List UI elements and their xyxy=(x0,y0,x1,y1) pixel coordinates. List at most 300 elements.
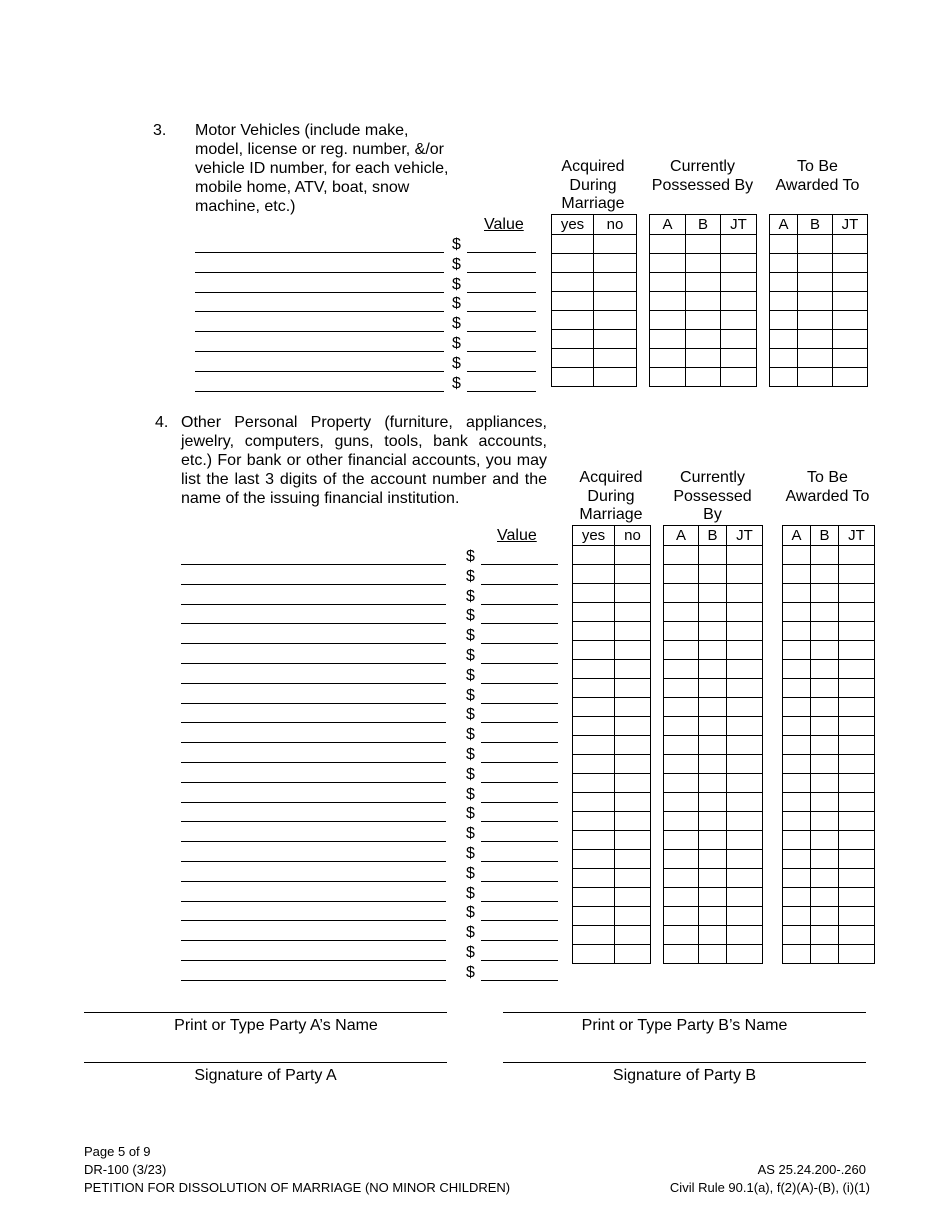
awarded-cell-a[interactable] xyxy=(783,736,811,755)
item-description-line[interactable] xyxy=(181,980,446,981)
acquired-cell-no[interactable] xyxy=(615,603,651,622)
awarded-cell-b[interactable] xyxy=(798,311,833,330)
possessed-cell-b[interactable] xyxy=(699,641,727,660)
acquired-cell-yes[interactable] xyxy=(573,717,615,736)
possessed-cell-jt[interactable] xyxy=(727,755,763,774)
awarded-cell-jt[interactable] xyxy=(839,641,875,660)
awarded-cell-jt[interactable] xyxy=(839,793,875,812)
item-value-line[interactable] xyxy=(467,371,536,372)
possessed-cell-a[interactable] xyxy=(664,698,699,717)
acquired-cell-no[interactable] xyxy=(615,888,651,907)
awarded-cell-b[interactable] xyxy=(811,565,839,584)
awarded-cell-a[interactable] xyxy=(783,926,811,945)
possessed-cell-jt[interactable] xyxy=(721,292,757,311)
awarded-cell-b[interactable] xyxy=(811,755,839,774)
acquired-cell-no[interactable] xyxy=(615,736,651,755)
awarded-cell-b[interactable] xyxy=(798,330,833,349)
item-value-line[interactable] xyxy=(467,252,536,253)
possessed-cell-jt[interactable] xyxy=(721,273,757,292)
acquired-cell-no[interactable] xyxy=(615,907,651,926)
acquired-cell-no[interactable] xyxy=(615,660,651,679)
awarded-cell-jt[interactable] xyxy=(839,546,875,565)
item-value-line[interactable] xyxy=(481,663,558,664)
acquired-cell-no[interactable] xyxy=(615,717,651,736)
item-value-line[interactable] xyxy=(481,782,558,783)
possessed-cell-jt[interactable] xyxy=(727,584,763,603)
awarded-cell-a[interactable] xyxy=(783,584,811,603)
awarded-cell-b[interactable] xyxy=(811,907,839,926)
item-value-line[interactable] xyxy=(467,292,536,293)
possessed-cell-a[interactable] xyxy=(664,755,699,774)
possessed-cell-b[interactable] xyxy=(699,565,727,584)
item-description-line[interactable] xyxy=(181,821,446,822)
awarded-cell-jt[interactable] xyxy=(839,755,875,774)
item-value-line[interactable] xyxy=(481,861,558,862)
acquired-cell-no[interactable] xyxy=(615,641,651,660)
acquired-cell-yes[interactable] xyxy=(573,546,615,565)
possessed-cell-b[interactable] xyxy=(699,546,727,565)
acquired-cell-no[interactable] xyxy=(594,273,637,292)
possessed-cell-jt[interactable] xyxy=(727,698,763,717)
item-description-line[interactable] xyxy=(181,960,446,961)
item-value-line[interactable] xyxy=(481,960,558,961)
acquired-cell-yes[interactable] xyxy=(552,235,594,254)
item-value-line[interactable] xyxy=(481,564,558,565)
awarded-cell-b[interactable] xyxy=(811,641,839,660)
item-description-line[interactable] xyxy=(181,802,446,803)
awarded-cell-a[interactable] xyxy=(783,698,811,717)
awarded-cell-jt[interactable] xyxy=(839,565,875,584)
awarded-cell-a[interactable] xyxy=(783,869,811,888)
party-b-name-line[interactable] xyxy=(503,1012,866,1013)
party-a-name-line[interactable] xyxy=(84,1012,447,1013)
acquired-cell-no[interactable] xyxy=(594,254,637,273)
awarded-cell-b[interactable] xyxy=(798,235,833,254)
possessed-cell-jt[interactable] xyxy=(727,603,763,622)
item-description-line[interactable] xyxy=(181,604,446,605)
awarded-cell-b[interactable] xyxy=(811,736,839,755)
possessed-cell-jt[interactable] xyxy=(721,235,757,254)
acquired-cell-yes[interactable] xyxy=(573,888,615,907)
possessed-cell-b[interactable] xyxy=(699,907,727,926)
awarded-cell-a[interactable] xyxy=(783,907,811,926)
acquired-cell-no[interactable] xyxy=(615,565,651,584)
possessed-cell-a[interactable] xyxy=(650,330,686,349)
possessed-cell-a[interactable] xyxy=(664,717,699,736)
possessed-cell-a[interactable] xyxy=(664,603,699,622)
awarded-cell-a[interactable] xyxy=(783,888,811,907)
acquired-cell-yes[interactable] xyxy=(552,311,594,330)
item-description-line[interactable] xyxy=(181,742,446,743)
item-description-line[interactable] xyxy=(195,311,444,312)
item-description-line[interactable] xyxy=(195,331,444,332)
acquired-cell-no[interactable] xyxy=(615,622,651,641)
possessed-cell-b[interactable] xyxy=(686,235,721,254)
possessed-cell-jt[interactable] xyxy=(727,793,763,812)
possessed-cell-jt[interactable] xyxy=(727,812,763,831)
acquired-cell-no[interactable] xyxy=(594,235,637,254)
item-value-line[interactable] xyxy=(467,272,536,273)
awarded-cell-a[interactable] xyxy=(783,755,811,774)
awarded-cell-b[interactable] xyxy=(811,717,839,736)
awarded-cell-a[interactable] xyxy=(783,641,811,660)
possessed-cell-jt[interactable] xyxy=(727,622,763,641)
possessed-cell-b[interactable] xyxy=(699,698,727,717)
item-description-line[interactable] xyxy=(195,292,444,293)
item-value-line[interactable] xyxy=(481,742,558,743)
possessed-cell-b[interactable] xyxy=(699,888,727,907)
awarded-cell-b[interactable] xyxy=(811,888,839,907)
possessed-cell-jt[interactable] xyxy=(727,565,763,584)
acquired-cell-yes[interactable] xyxy=(573,622,615,641)
possessed-cell-a[interactable] xyxy=(650,311,686,330)
possessed-cell-jt[interactable] xyxy=(727,850,763,869)
acquired-cell-yes[interactable] xyxy=(573,736,615,755)
awarded-cell-a[interactable] xyxy=(770,292,798,311)
item-description-line[interactable] xyxy=(181,841,446,842)
acquired-cell-yes[interactable] xyxy=(573,641,615,660)
possessed-cell-jt[interactable] xyxy=(727,660,763,679)
acquired-cell-no[interactable] xyxy=(615,698,651,717)
item-value-line[interactable] xyxy=(481,604,558,605)
item-value-line[interactable] xyxy=(481,584,558,585)
possessed-cell-a[interactable] xyxy=(664,869,699,888)
acquired-cell-no[interactable] xyxy=(615,869,651,888)
awarded-cell-jt[interactable] xyxy=(839,660,875,679)
awarded-cell-b[interactable] xyxy=(811,812,839,831)
possessed-cell-b[interactable] xyxy=(699,812,727,831)
possessed-cell-b[interactable] xyxy=(699,755,727,774)
possessed-cell-jt[interactable] xyxy=(727,888,763,907)
possessed-cell-a[interactable] xyxy=(664,679,699,698)
awarded-cell-a[interactable] xyxy=(770,235,798,254)
acquired-cell-yes[interactable] xyxy=(573,584,615,603)
awarded-cell-jt[interactable] xyxy=(839,736,875,755)
item-description-line[interactable] xyxy=(181,703,446,704)
awarded-cell-jt[interactable] xyxy=(833,368,868,387)
awarded-cell-b[interactable] xyxy=(798,254,833,273)
acquired-cell-no[interactable] xyxy=(594,349,637,368)
item-description-line[interactable] xyxy=(181,564,446,565)
acquired-cell-yes[interactable] xyxy=(573,812,615,831)
awarded-cell-jt[interactable] xyxy=(839,679,875,698)
possessed-cell-b[interactable] xyxy=(699,945,727,964)
awarded-cell-jt[interactable] xyxy=(839,812,875,831)
awarded-cell-b[interactable] xyxy=(811,679,839,698)
possessed-cell-a[interactable] xyxy=(664,945,699,964)
acquired-cell-no[interactable] xyxy=(615,679,651,698)
awarded-cell-a[interactable] xyxy=(783,603,811,622)
awarded-cell-jt[interactable] xyxy=(839,888,875,907)
awarded-cell-jt[interactable] xyxy=(833,330,868,349)
possessed-cell-jt[interactable] xyxy=(721,349,757,368)
awarded-cell-b[interactable] xyxy=(811,774,839,793)
awarded-cell-b[interactable] xyxy=(811,603,839,622)
acquired-cell-yes[interactable] xyxy=(573,565,615,584)
possessed-cell-jt[interactable] xyxy=(727,831,763,850)
awarded-cell-b[interactable] xyxy=(811,831,839,850)
possessed-cell-a[interactable] xyxy=(650,349,686,368)
acquired-cell-no[interactable] xyxy=(615,831,651,850)
acquired-cell-yes[interactable] xyxy=(573,698,615,717)
possessed-cell-b[interactable] xyxy=(699,603,727,622)
possessed-cell-a[interactable] xyxy=(664,774,699,793)
possessed-cell-b[interactable] xyxy=(686,368,721,387)
possessed-cell-b[interactable] xyxy=(686,254,721,273)
possessed-cell-a[interactable] xyxy=(664,812,699,831)
possessed-cell-a[interactable] xyxy=(650,292,686,311)
acquired-cell-yes[interactable] xyxy=(573,850,615,869)
possessed-cell-jt[interactable] xyxy=(727,945,763,964)
item-value-line[interactable] xyxy=(481,920,558,921)
awarded-cell-b[interactable] xyxy=(811,546,839,565)
item-value-line[interactable] xyxy=(467,331,536,332)
possessed-cell-jt[interactable] xyxy=(727,869,763,888)
item-description-line[interactable] xyxy=(181,901,446,902)
acquired-cell-yes[interactable] xyxy=(552,273,594,292)
item-description-line[interactable] xyxy=(181,782,446,783)
possessed-cell-a[interactable] xyxy=(664,565,699,584)
possessed-cell-jt[interactable] xyxy=(727,717,763,736)
awarded-cell-jt[interactable] xyxy=(839,945,875,964)
possessed-cell-b[interactable] xyxy=(699,926,727,945)
acquired-cell-no[interactable] xyxy=(594,368,637,387)
possessed-cell-a[interactable] xyxy=(664,660,699,679)
awarded-cell-a[interactable] xyxy=(783,812,811,831)
possessed-cell-a[interactable] xyxy=(664,622,699,641)
acquired-cell-yes[interactable] xyxy=(573,926,615,945)
possessed-cell-a[interactable] xyxy=(664,926,699,945)
possessed-cell-a[interactable] xyxy=(650,254,686,273)
possessed-cell-jt[interactable] xyxy=(727,774,763,793)
possessed-cell-jt[interactable] xyxy=(727,679,763,698)
awarded-cell-a[interactable] xyxy=(770,349,798,368)
awarded-cell-b[interactable] xyxy=(811,622,839,641)
party-b-signature-line[interactable] xyxy=(503,1062,866,1063)
possessed-cell-b[interactable] xyxy=(686,273,721,292)
acquired-cell-yes[interactable] xyxy=(552,349,594,368)
awarded-cell-jt[interactable] xyxy=(839,584,875,603)
awarded-cell-jt[interactable] xyxy=(839,603,875,622)
possessed-cell-b[interactable] xyxy=(686,330,721,349)
item-description-line[interactable] xyxy=(181,623,446,624)
awarded-cell-a[interactable] xyxy=(783,717,811,736)
possessed-cell-b[interactable] xyxy=(699,717,727,736)
awarded-cell-a[interactable] xyxy=(783,660,811,679)
awarded-cell-jt[interactable] xyxy=(833,235,868,254)
possessed-cell-jt[interactable] xyxy=(727,736,763,755)
acquired-cell-yes[interactable] xyxy=(573,831,615,850)
awarded-cell-a[interactable] xyxy=(783,793,811,812)
awarded-cell-b[interactable] xyxy=(798,292,833,311)
item-value-line[interactable] xyxy=(481,623,558,624)
possessed-cell-jt[interactable] xyxy=(721,254,757,273)
possessed-cell-b[interactable] xyxy=(699,774,727,793)
item-description-line[interactable] xyxy=(181,762,446,763)
possessed-cell-jt[interactable] xyxy=(727,546,763,565)
awarded-cell-b[interactable] xyxy=(811,698,839,717)
item-description-line[interactable] xyxy=(195,391,444,392)
possessed-cell-jt[interactable] xyxy=(721,330,757,349)
awarded-cell-b[interactable] xyxy=(811,660,839,679)
item-value-line[interactable] xyxy=(467,391,536,392)
possessed-cell-b[interactable] xyxy=(699,660,727,679)
item-description-line[interactable] xyxy=(181,861,446,862)
item-value-line[interactable] xyxy=(467,351,536,352)
awarded-cell-a[interactable] xyxy=(770,254,798,273)
possessed-cell-a[interactable] xyxy=(650,273,686,292)
awarded-cell-b[interactable] xyxy=(798,273,833,292)
awarded-cell-b[interactable] xyxy=(811,850,839,869)
possessed-cell-b[interactable] xyxy=(699,622,727,641)
item-value-line[interactable] xyxy=(481,980,558,981)
awarded-cell-a[interactable] xyxy=(770,330,798,349)
item-value-line[interactable] xyxy=(481,821,558,822)
possessed-cell-b[interactable] xyxy=(686,349,721,368)
possessed-cell-b[interactable] xyxy=(699,831,727,850)
awarded-cell-a[interactable] xyxy=(770,311,798,330)
acquired-cell-no[interactable] xyxy=(615,584,651,603)
acquired-cell-yes[interactable] xyxy=(552,368,594,387)
possessed-cell-b[interactable] xyxy=(686,292,721,311)
awarded-cell-jt[interactable] xyxy=(833,292,868,311)
possessed-cell-a[interactable] xyxy=(664,546,699,565)
awarded-cell-jt[interactable] xyxy=(839,869,875,888)
possessed-cell-b[interactable] xyxy=(699,584,727,603)
acquired-cell-no[interactable] xyxy=(615,793,651,812)
item-description-line[interactable] xyxy=(181,663,446,664)
acquired-cell-no[interactable] xyxy=(615,812,651,831)
acquired-cell-no[interactable] xyxy=(615,926,651,945)
acquired-cell-no[interactable] xyxy=(594,311,637,330)
item-value-line[interactable] xyxy=(481,762,558,763)
possessed-cell-a[interactable] xyxy=(650,235,686,254)
awarded-cell-a[interactable] xyxy=(783,850,811,869)
awarded-cell-jt[interactable] xyxy=(833,273,868,292)
awarded-cell-jt[interactable] xyxy=(839,774,875,793)
awarded-cell-jt[interactable] xyxy=(833,349,868,368)
item-description-line[interactable] xyxy=(195,272,444,273)
item-description-line[interactable] xyxy=(195,351,444,352)
awarded-cell-b[interactable] xyxy=(811,793,839,812)
possessed-cell-a[interactable] xyxy=(664,888,699,907)
item-value-line[interactable] xyxy=(481,841,558,842)
item-description-line[interactable] xyxy=(195,252,444,253)
acquired-cell-yes[interactable] xyxy=(573,774,615,793)
acquired-cell-yes[interactable] xyxy=(552,254,594,273)
awarded-cell-a[interactable] xyxy=(783,565,811,584)
awarded-cell-b[interactable] xyxy=(798,349,833,368)
possessed-cell-a[interactable] xyxy=(664,584,699,603)
item-description-line[interactable] xyxy=(181,683,446,684)
possessed-cell-jt[interactable] xyxy=(727,641,763,660)
acquired-cell-no[interactable] xyxy=(615,546,651,565)
acquired-cell-no[interactable] xyxy=(594,330,637,349)
acquired-cell-yes[interactable] xyxy=(573,660,615,679)
awarded-cell-jt[interactable] xyxy=(839,926,875,945)
awarded-cell-jt[interactable] xyxy=(839,717,875,736)
acquired-cell-yes[interactable] xyxy=(573,869,615,888)
possessed-cell-jt[interactable] xyxy=(727,907,763,926)
possessed-cell-jt[interactable] xyxy=(727,926,763,945)
item-value-line[interactable] xyxy=(481,881,558,882)
item-description-line[interactable] xyxy=(181,722,446,723)
awarded-cell-b[interactable] xyxy=(811,869,839,888)
possessed-cell-b[interactable] xyxy=(699,793,727,812)
party-a-signature-line[interactable] xyxy=(84,1062,447,1063)
possessed-cell-a[interactable] xyxy=(664,793,699,812)
item-value-line[interactable] xyxy=(481,683,558,684)
possessed-cell-a[interactable] xyxy=(664,831,699,850)
possessed-cell-a[interactable] xyxy=(650,368,686,387)
awarded-cell-b[interactable] xyxy=(811,584,839,603)
awarded-cell-jt[interactable] xyxy=(839,850,875,869)
item-value-line[interactable] xyxy=(467,311,536,312)
awarded-cell-a[interactable] xyxy=(783,774,811,793)
acquired-cell-yes[interactable] xyxy=(573,755,615,774)
item-description-line[interactable] xyxy=(181,940,446,941)
awarded-cell-jt[interactable] xyxy=(839,907,875,926)
awarded-cell-jt[interactable] xyxy=(839,698,875,717)
acquired-cell-yes[interactable] xyxy=(573,603,615,622)
item-value-line[interactable] xyxy=(481,802,558,803)
item-value-line[interactable] xyxy=(481,722,558,723)
possessed-cell-b[interactable] xyxy=(699,850,727,869)
awarded-cell-jt[interactable] xyxy=(833,311,868,330)
awarded-cell-a[interactable] xyxy=(770,273,798,292)
acquired-cell-no[interactable] xyxy=(615,945,651,964)
item-value-line[interactable] xyxy=(481,940,558,941)
awarded-cell-a[interactable] xyxy=(783,622,811,641)
acquired-cell-no[interactable] xyxy=(594,292,637,311)
item-value-line[interactable] xyxy=(481,703,558,704)
item-description-line[interactable] xyxy=(181,920,446,921)
acquired-cell-no[interactable] xyxy=(615,774,651,793)
awarded-cell-b[interactable] xyxy=(811,926,839,945)
awarded-cell-jt[interactable] xyxy=(839,831,875,850)
acquired-cell-no[interactable] xyxy=(615,850,651,869)
awarded-cell-jt[interactable] xyxy=(833,254,868,273)
possessed-cell-b[interactable] xyxy=(699,869,727,888)
acquired-cell-yes[interactable] xyxy=(573,945,615,964)
awarded-cell-b[interactable] xyxy=(811,945,839,964)
item-value-line[interactable] xyxy=(481,901,558,902)
awarded-cell-a[interactable] xyxy=(783,679,811,698)
item-description-line[interactable] xyxy=(181,643,446,644)
possessed-cell-b[interactable] xyxy=(699,679,727,698)
awarded-cell-a[interactable] xyxy=(770,368,798,387)
possessed-cell-jt[interactable] xyxy=(721,311,757,330)
awarded-cell-a[interactable] xyxy=(783,546,811,565)
possessed-cell-a[interactable] xyxy=(664,736,699,755)
acquired-cell-yes[interactable] xyxy=(573,793,615,812)
acquired-cell-yes[interactable] xyxy=(573,679,615,698)
possessed-cell-b[interactable] xyxy=(686,311,721,330)
acquired-cell-no[interactable] xyxy=(615,755,651,774)
acquired-cell-yes[interactable] xyxy=(552,292,594,311)
item-description-line[interactable] xyxy=(195,371,444,372)
awarded-cell-jt[interactable] xyxy=(839,622,875,641)
possessed-cell-b[interactable] xyxy=(699,736,727,755)
possessed-cell-jt[interactable] xyxy=(721,368,757,387)
acquired-cell-yes[interactable] xyxy=(552,330,594,349)
awarded-cell-a[interactable] xyxy=(783,945,811,964)
awarded-cell-b[interactable] xyxy=(798,368,833,387)
possessed-cell-a[interactable] xyxy=(664,641,699,660)
awarded-cell-a[interactable] xyxy=(783,831,811,850)
possessed-cell-a[interactable] xyxy=(664,907,699,926)
item-value-line[interactable] xyxy=(481,643,558,644)
